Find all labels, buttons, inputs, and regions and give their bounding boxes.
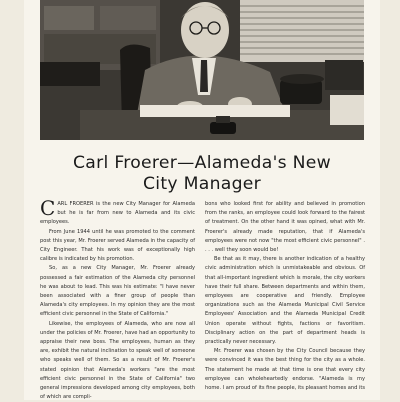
article-paragraph: Be that as it may, there is another indication of a healthy civic administration which is unmistakeable and obvious. Of that all-important ingredient which is morale, the city workers have their full share. Between departments and within them, employees are cooperative and friendly. Employee organizations such as the Alameda Municipal Civil Service Employees' Association and the Alameda Municipal Credit Union operate without fights, factions or favoritism. Disciplinary action on the part of department heads is practically never necessary. — [205, 256, 365, 346]
article-title-line-2: City Manager — [142, 174, 262, 194]
drop-cap: C — [40, 196, 56, 220]
article-title-line-1: Carl Froerer—Alameda's New — [72, 153, 332, 173]
article-column-right — [205, 200, 365, 393]
portrait-photo — [40, 0, 364, 140]
article-column-left — [40, 196, 195, 402]
article-paragraph: So, as a new City Manager, Mr. Froerer already possessed a fair estimation of the Alameda city personnel he was about to lead. This was his estimate: "I have never been associated with a finer group of people than Alameda's city employees. In my opinion they are the most efficient civic personnel in the State of California." — [40, 265, 195, 318]
article-title — [40, 153, 364, 195]
article-paragraph: Mr. Froerer was chosen by the City Council because they were convinced it was the best thing for the city as a whole. The statement he made at that time is one that every city employee can wholeheartedly endorse. "Alameda is my home. I am proud of its fine people, its pleasant homes and its — [205, 348, 366, 392]
portrait-photo-illustration — [40, 0, 364, 140]
article-paragraph: From June 1944 until he was promoted to the comment post this year, Mr. Froerer served Alameda in the capacity of City Engineer. That his work was of exceptionally high calibre is indicated by his promotion. — [40, 228, 195, 263]
article-paragraph: CARL FROERER is the new City Manager for Alameda but he is far from new to Alameda and its civic employees. — [40, 196, 195, 226]
article-paragraph: bons who looked first for ability and believed in promotion from the ranks, an employee could look forward to the fairest of treatment. On the other hand it was opined, what with Mr. Froerer's already made reputation, that if Alameda's employees were not now "the most efficient civic personnel" . . . . well they soon would be! — [205, 201, 365, 254]
article-paragraph: Likewise, the employees of Alameda, who are now all under the policies of Mr. Froerer, have had an opportunity to appraise their new boss. The employees, human as they are, exhibit the natural inclination to speak well of someone who speaks well of them. So as a result of Mr. Froerer's stated opinion that Alameda's workers "are the most efficient civic personnel in the State of California" two general impressions developed among city employees, both of which are compli- — [40, 320, 195, 401]
